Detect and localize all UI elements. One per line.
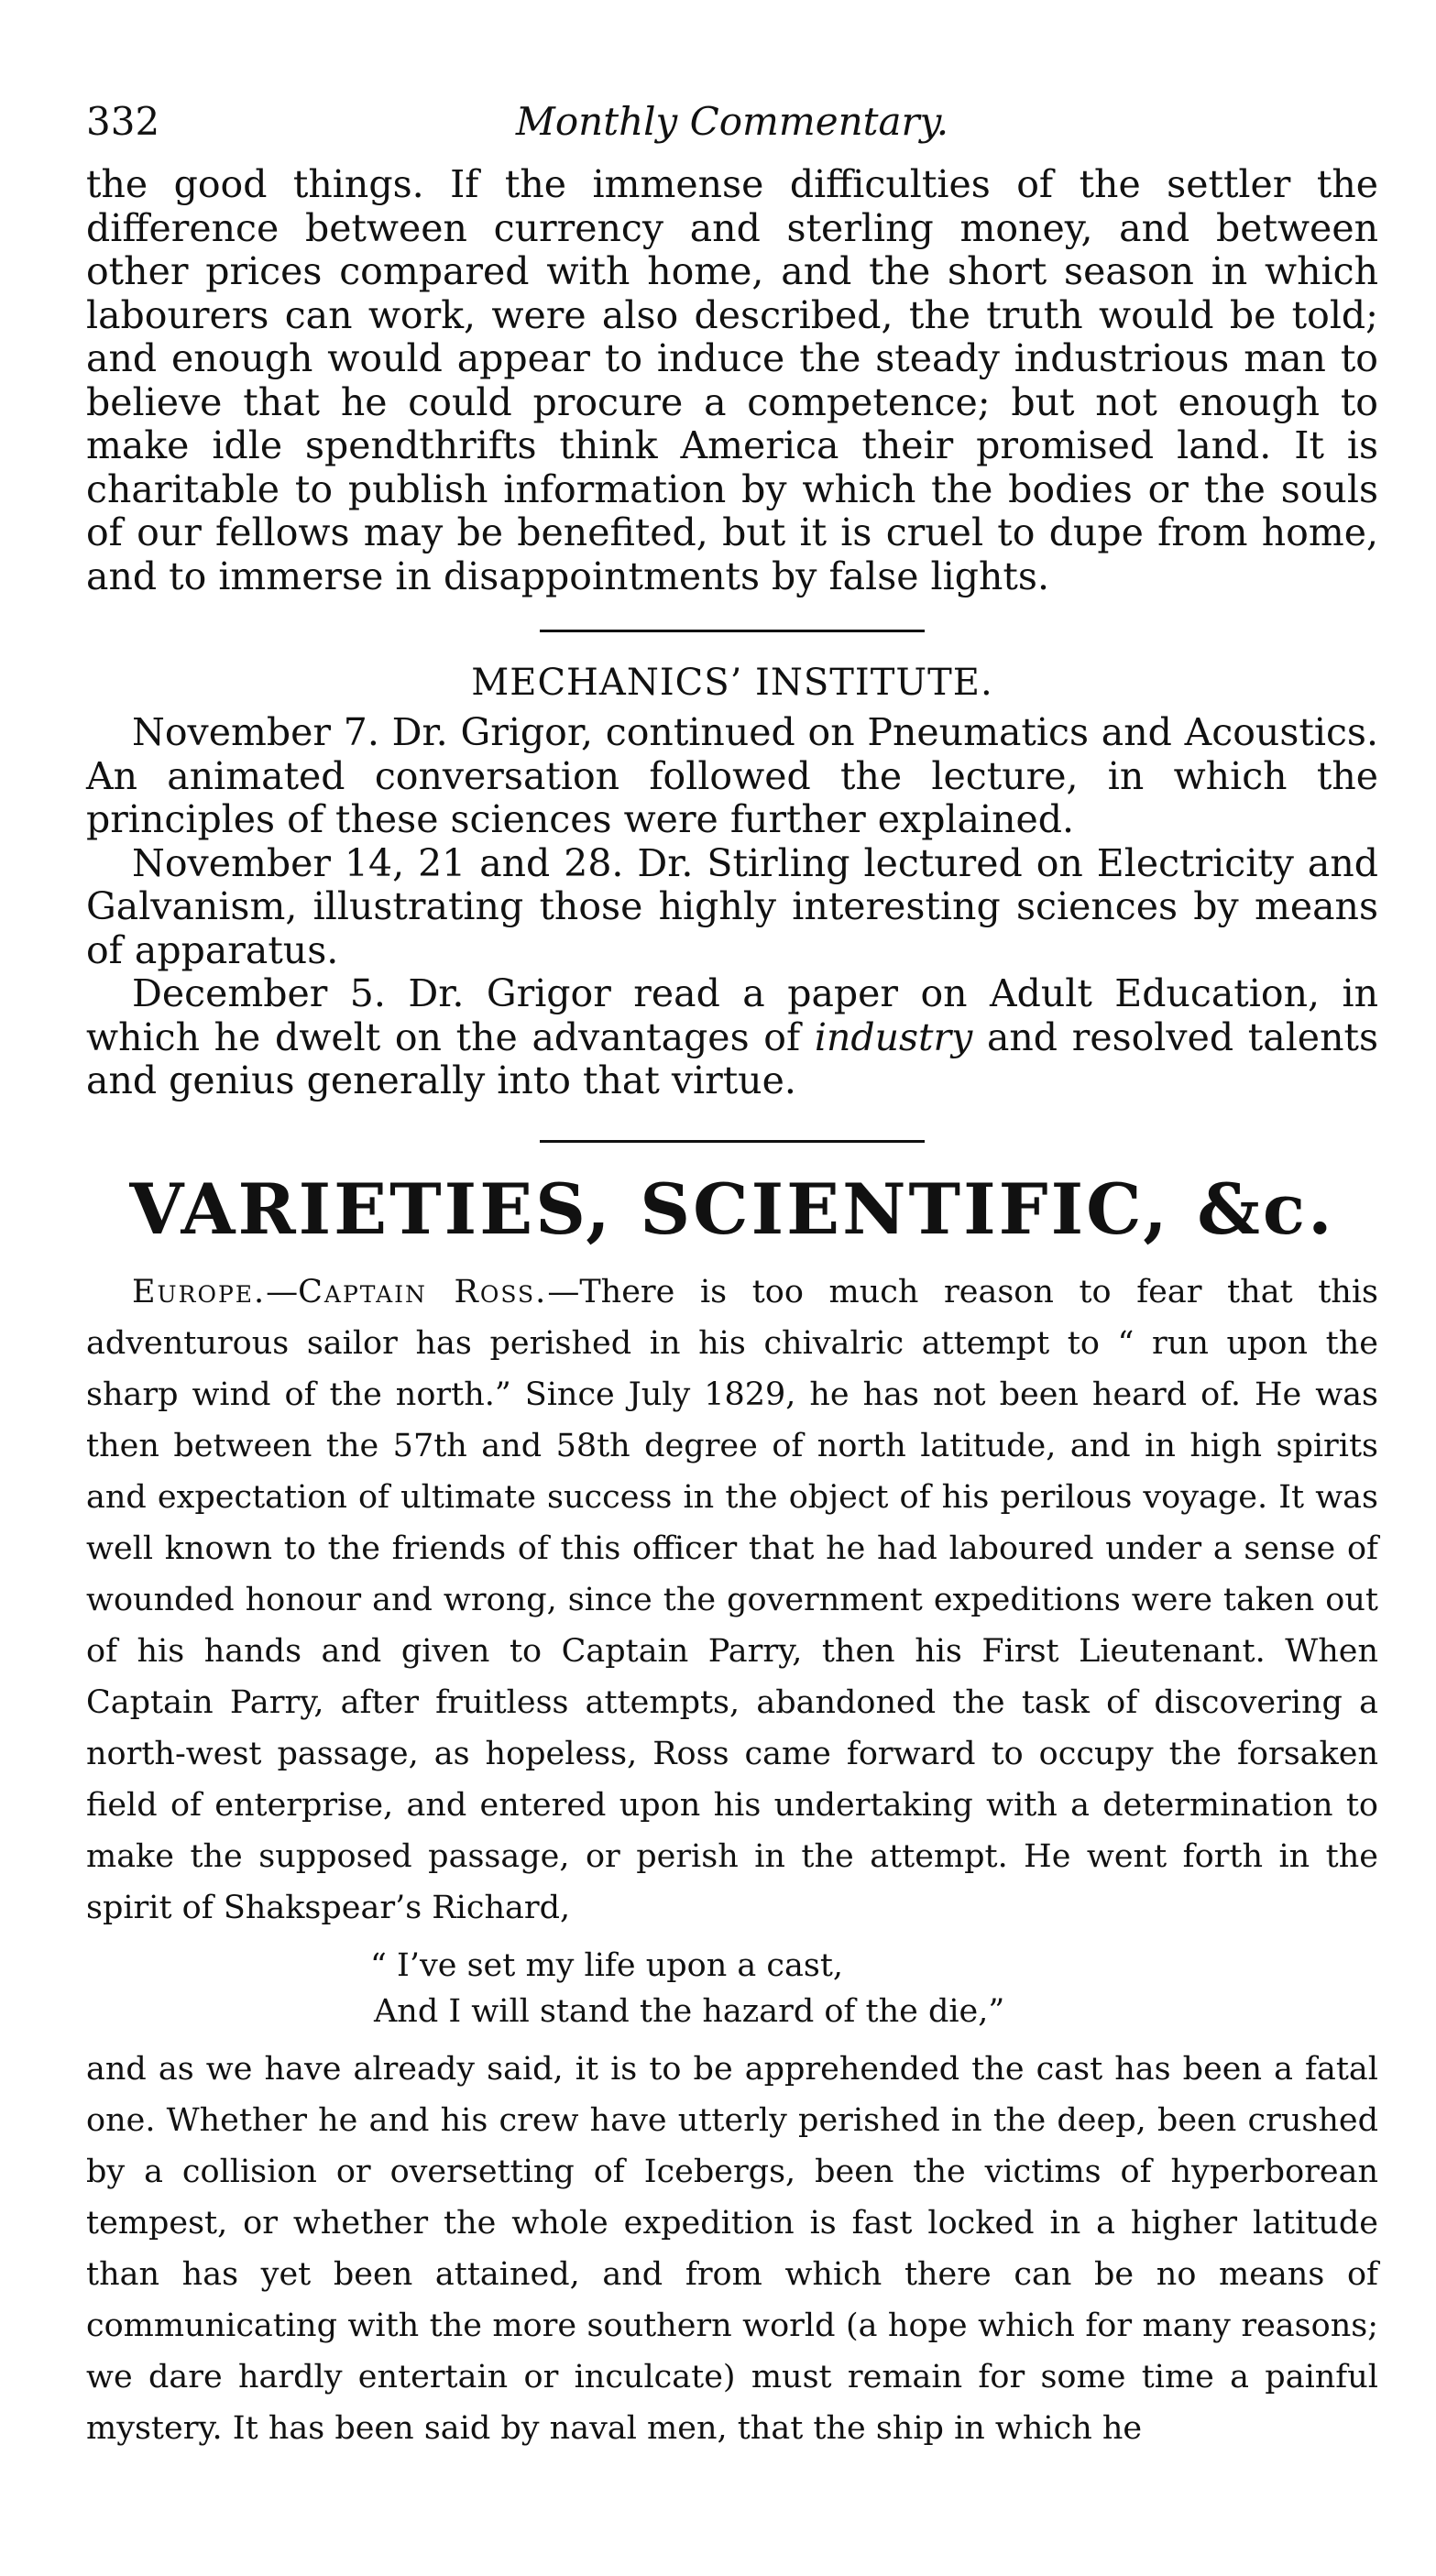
running-title: Monthly Commentary. [515,99,949,144]
lead-place: Europe. [132,1273,267,1310]
page [86,99,1378,2454]
varieties-paragraph-1 [86,1266,1378,1934]
institute-entry-1: November 7. Dr. Grigor, continued on Pneumatics and Acoustics. An animated conversation followed the lecture, in which the principles of these sciences were further explained. [86,710,1378,841]
institute-entry-2: November 14, 21 and 28. Dr. Stirling lectured on Electricity and Galvanism, illustrating those highly interesting sciences by means of apparatus. [86,840,1378,972]
lead-dash: — [547,1273,580,1310]
page-number: 332 [86,99,160,144]
varieties-heading: VARIETIES, SCIENTIFIC, &c. [129,1167,1335,1250]
entry-3-italic-word: industry [814,1014,973,1059]
lead-name: Captain Ross. [298,1273,548,1310]
entry-3-text-before: December 5. Dr. Grigor read a paper on Adult Education, in which he dwelt on the advantages of [86,971,1378,1059]
entry-3-text-after: and resolved talents and genius generally into that virtue. [86,1014,1378,1102]
section-divider [540,630,925,632]
varieties-paragraph-2: and as we have already said, it is to be apprehended the cast has been a fatal one. Whether he and his crew have utterly perished in the deep, been crushed by a collision or oversetting of Icebergs, been the victims of hyperborean tempest, or whether the whole expedition is fast locked in a higher latitude than has yet been attained, and from which there can be no means of communicating with the more southern world (a hope which for many reasons; we dare hardly entertain or inculcate) must remain for some time a painful mystery. It has been said by naval men, that the ship in which he [86,2050,1378,2447]
institute-entry-3 [86,972,1378,1103]
shakespeare-quote [370,1943,1378,2034]
opening-paragraph: the good things. If the immense difficulties of the settler the difference between currency and sterling money, and between other prices compared with home, and the short season in which labourers can work, were also described, the truth would be told; and enough would appear to induce the steady industrious man to believe that he could procure a competence; but not enough to make idle spendthrifts think America their promised land. It is charitable to publish information by which the bodies or the souls of our fellows may be benefited, but it is cruel to dupe from home, and to immerse in disappointments by false lights. [86,162,1378,598]
mechanics-institute-heading: MECHANICS’ INSTITUTE. [471,662,993,704]
paragraph-1-text: There is too much reason to fear that this adventurous sailor has perished in his chivalric attempt to “ run upon the sharp wind of the north.” Since July 1829, he has not been heard of. He was then between the 57th and 58th degree of north latitude, and in high spirits and expectation of ultimate success in the object of his perilous voyage. It was well known to the friends of this officer that he had laboured under a sense of wounded honour and wrong, since the government expeditions were taken out of his hands and given to Captain Parry, then his First Lieutenant. When Captain Parry, after fruitless attempts, abandoned the task of discovering a north-west passage, as hopeless, Ross came forward to occupy the forsaken field of enterprise, and entered upon his undertaking with a determination to make the supposed passage, or perish in the attempt. He went forth in the spirit of Shakspear’s Richard, [86,1273,1379,1926]
lead-dash: — [266,1273,299,1310]
page-header [86,99,1378,163]
section-divider [540,1140,925,1143]
quote-line-1: “ I’ve set my life upon a cast, [370,1946,844,1984]
quote-line-2: And I will stand the hazard of the die,” [374,1992,1005,2030]
